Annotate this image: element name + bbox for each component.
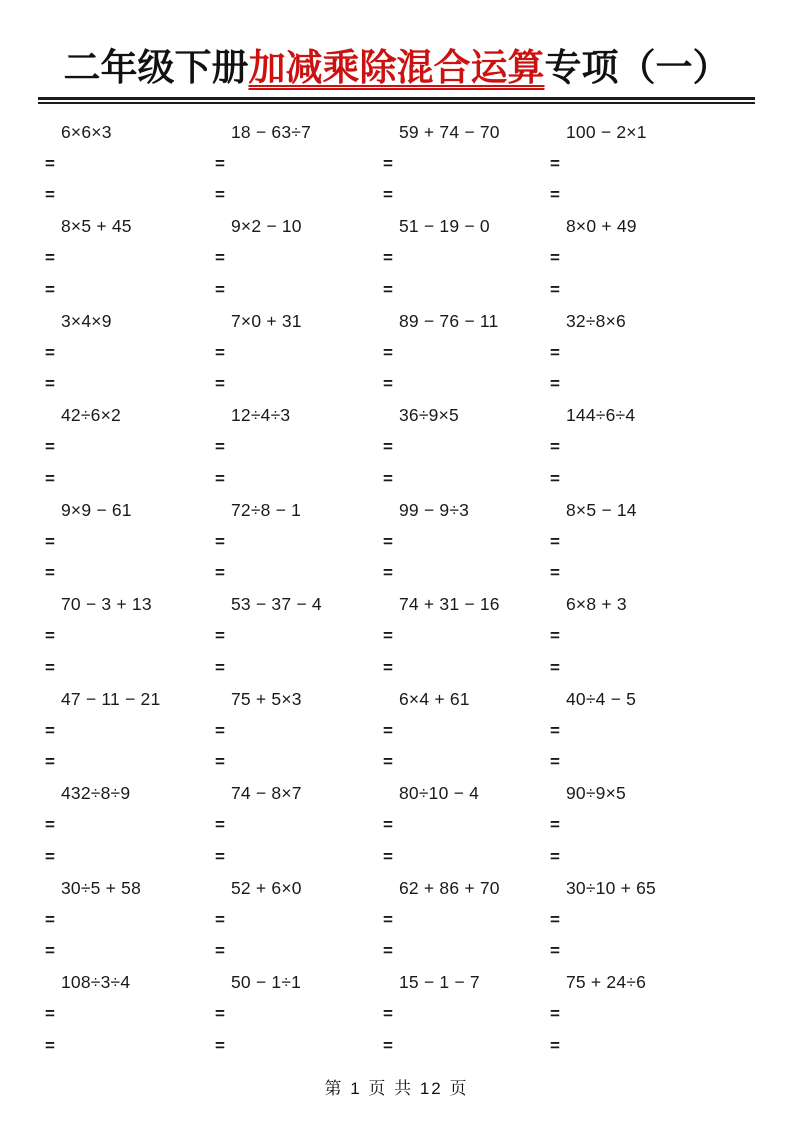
- problem-cell: [550, 683, 793, 778]
- equals-line: =: [45, 1004, 55, 1024]
- equals-line: =: [383, 909, 393, 929]
- title-prefix: 二年级下册: [63, 47, 249, 88]
- title-divider-double-line: [38, 97, 755, 104]
- equals-line: =: [45, 153, 55, 173]
- equals-line: =: [45, 279, 55, 299]
- equals-line: =: [550, 1004, 560, 1024]
- problem-expression: 18 − 63÷7: [231, 121, 312, 142]
- equals-line: =: [383, 626, 393, 646]
- problem-cell: [550, 400, 793, 495]
- problem-expression: 7×0 + 31: [231, 310, 302, 331]
- equals-line: =: [215, 815, 225, 835]
- problem-expression: 99 − 9÷3: [399, 499, 470, 520]
- equals-line: =: [215, 468, 225, 488]
- equals-line: =: [45, 185, 55, 205]
- problem-cell: [215, 400, 383, 495]
- problem-cell: [45, 778, 215, 873]
- problem-expression: 62 + 86 + 70: [399, 877, 500, 898]
- problem-expression: 8×0 + 49: [566, 216, 637, 237]
- problem-cell: [550, 116, 793, 211]
- equals-line: =: [383, 468, 393, 488]
- equals-line: =: [550, 720, 560, 740]
- equals-line: =: [215, 153, 225, 173]
- equals-line: =: [550, 531, 560, 551]
- problem-expression: 74 − 8×7: [231, 783, 302, 804]
- problem-cell: [383, 116, 550, 211]
- problem-expression: 144÷6÷4: [566, 405, 636, 426]
- equals-line: =: [550, 846, 560, 866]
- equals-line: =: [215, 626, 225, 646]
- problem-cell: [383, 872, 550, 967]
- problem-cell: [45, 305, 215, 400]
- equals-line: =: [45, 626, 55, 646]
- equals-line: =: [383, 846, 393, 866]
- equals-line: =: [45, 531, 55, 551]
- equals-line: =: [45, 437, 55, 457]
- problem-cell: [215, 589, 383, 684]
- equals-line: =: [45, 815, 55, 835]
- problem-cell: [383, 683, 550, 778]
- equals-line: =: [550, 153, 560, 173]
- problem-expression: 89 − 76 − 11: [399, 310, 499, 331]
- problem-cell: [550, 778, 793, 873]
- problem-expression: 90÷9×5: [566, 783, 626, 804]
- problem-cell: [215, 305, 383, 400]
- problem-expression: 100 − 2×1: [566, 121, 647, 142]
- equals-line: =: [550, 1035, 560, 1055]
- equals-line: =: [550, 374, 560, 394]
- problem-expression: 8×5 + 45: [61, 216, 132, 237]
- problem-cell: [383, 589, 550, 684]
- equals-line: =: [215, 846, 225, 866]
- problem-cell: [45, 116, 215, 211]
- problem-expression: 59 + 74 − 70: [399, 121, 500, 142]
- problem-cell: [383, 305, 550, 400]
- equals-line: =: [383, 342, 393, 362]
- problem-expression: 6×6×3: [61, 121, 112, 142]
- equals-line: =: [383, 437, 393, 457]
- equals-line: =: [383, 153, 393, 173]
- problem-cell: [215, 211, 383, 306]
- equals-line: =: [550, 468, 560, 488]
- problem-cell: [550, 305, 793, 400]
- problem-expression: 47 − 11 − 21: [61, 688, 161, 709]
- problems-grid: [45, 116, 793, 1061]
- problem-expression: 108÷3÷4: [61, 972, 131, 993]
- equals-line: =: [383, 815, 393, 835]
- problem-cell: [45, 967, 215, 1062]
- equals-line: =: [215, 720, 225, 740]
- equals-line: =: [215, 185, 225, 205]
- problem-cell: [550, 494, 793, 589]
- equals-line: =: [383, 374, 393, 394]
- page-title: [0, 0, 793, 90]
- equals-line: =: [383, 752, 393, 772]
- problem-cell: [215, 683, 383, 778]
- problem-expression: 36÷9×5: [399, 405, 459, 426]
- problem-expression: 6×8 + 3: [566, 594, 627, 615]
- problem-cell: [215, 778, 383, 873]
- equals-line: =: [45, 468, 55, 488]
- problem-cell: [550, 589, 793, 684]
- equals-line: =: [383, 720, 393, 740]
- problem-expression: 42÷6×2: [61, 405, 121, 426]
- equals-line: =: [45, 342, 55, 362]
- equals-line: =: [215, 752, 225, 772]
- equals-line: =: [45, 563, 55, 583]
- problem-cell: [383, 967, 550, 1062]
- equals-line: =: [383, 248, 393, 268]
- equals-line: =: [383, 941, 393, 961]
- problem-cell: [550, 872, 793, 967]
- equals-line: =: [383, 563, 393, 583]
- problem-expression: 51 − 19 − 0: [399, 216, 490, 237]
- problem-expression: 3×4×9: [61, 310, 112, 331]
- equals-line: =: [550, 657, 560, 677]
- equals-line: =: [215, 657, 225, 677]
- equals-line: =: [550, 752, 560, 772]
- problem-expression: 432÷8÷9: [61, 783, 131, 804]
- problem-cell: [215, 494, 383, 589]
- problem-cell: [45, 211, 215, 306]
- title-highlight: 加减乘除混合运算: [248, 47, 545, 88]
- equals-line: =: [45, 752, 55, 772]
- equals-line: =: [215, 437, 225, 457]
- equals-line: =: [215, 1035, 225, 1055]
- problem-expression: 6×4 + 61: [399, 688, 470, 709]
- problem-expression: 53 − 37 − 4: [231, 594, 322, 615]
- equals-line: =: [215, 563, 225, 583]
- equals-line: =: [383, 531, 393, 551]
- equals-line: =: [550, 626, 560, 646]
- equals-line: =: [215, 374, 225, 394]
- problem-cell: [383, 494, 550, 589]
- equals-line: =: [45, 909, 55, 929]
- problem-cell: [550, 211, 793, 306]
- equals-line: =: [45, 846, 55, 866]
- equals-line: =: [215, 342, 225, 362]
- problem-expression: 15 − 1 − 7: [399, 972, 480, 993]
- equals-line: =: [550, 342, 560, 362]
- equals-line: =: [550, 563, 560, 583]
- equals-line: =: [550, 815, 560, 835]
- equals-line: =: [45, 720, 55, 740]
- problem-cell: [383, 400, 550, 495]
- problem-cell: [45, 589, 215, 684]
- equals-line: =: [383, 185, 393, 205]
- problem-cell: [45, 683, 215, 778]
- problem-cell: [45, 400, 215, 495]
- problem-expression: 12÷4÷3: [231, 405, 291, 426]
- problem-cell: [45, 872, 215, 967]
- problem-cell: [550, 967, 793, 1062]
- equals-line: =: [45, 941, 55, 961]
- equals-line: =: [215, 248, 225, 268]
- equals-line: =: [550, 185, 560, 205]
- problem-expression: 52 + 6×0: [231, 877, 302, 898]
- problem-cell: [383, 778, 550, 873]
- equals-line: =: [215, 279, 225, 299]
- equals-line: =: [383, 279, 393, 299]
- problem-cell: [215, 872, 383, 967]
- problem-expression: 32÷8×6: [566, 310, 626, 331]
- problem-expression: 9×9 − 61: [61, 499, 132, 520]
- problem-expression: 70 − 3 + 13: [61, 594, 152, 615]
- equals-line: =: [45, 248, 55, 268]
- equals-line: =: [550, 941, 560, 961]
- page-number-indicator: 第 1 页 共 12 页: [324, 1079, 469, 1098]
- problem-expression: 8×5 − 14: [566, 499, 637, 520]
- equals-line: =: [215, 1004, 225, 1024]
- equals-line: =: [550, 909, 560, 929]
- equals-line: =: [383, 1004, 393, 1024]
- problem-expression: 80÷10 − 4: [399, 783, 480, 804]
- problem-cell: [215, 967, 383, 1062]
- problem-expression: 9×2 − 10: [231, 216, 302, 237]
- problem-expression: 72÷8 − 1: [231, 499, 302, 520]
- equals-line: =: [383, 1035, 393, 1055]
- problem-expression: 30÷5 + 58: [61, 877, 142, 898]
- equals-line: =: [550, 279, 560, 299]
- equals-line: =: [215, 941, 225, 961]
- equals-line: =: [45, 657, 55, 677]
- problem-expression: 75 + 24÷6: [566, 972, 647, 993]
- equals-line: =: [215, 909, 225, 929]
- problem-expression: 40÷4 − 5: [566, 688, 637, 709]
- equals-line: =: [45, 374, 55, 394]
- problem-expression: 30÷10 + 65: [566, 877, 656, 898]
- problem-cell: [383, 211, 550, 306]
- equals-line: =: [550, 437, 560, 457]
- title-suffix: 专项（一）: [544, 47, 730, 88]
- equals-line: =: [383, 657, 393, 677]
- equals-line: =: [550, 248, 560, 268]
- problem-expression: 74 + 31 − 16: [399, 594, 500, 615]
- equals-line: =: [45, 1035, 55, 1055]
- problem-expression: 50 − 1÷1: [231, 972, 302, 993]
- problem-cell: [215, 116, 383, 211]
- problem-cell: [45, 494, 215, 589]
- problem-expression: 75 + 5×3: [231, 688, 302, 709]
- equals-line: =: [215, 531, 225, 551]
